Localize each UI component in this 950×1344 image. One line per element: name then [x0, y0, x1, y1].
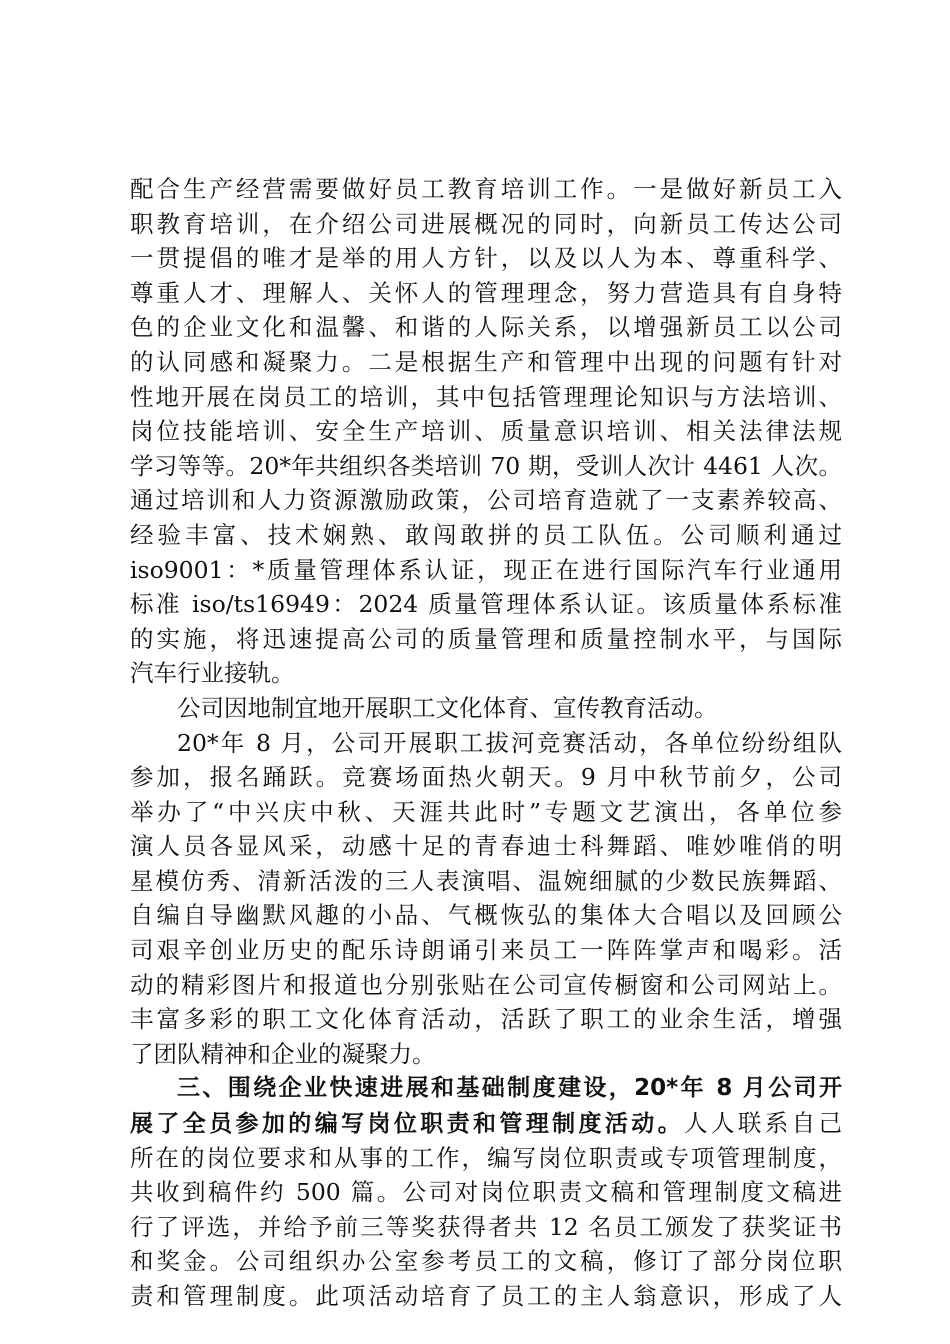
- section-heading-tail: 展了全员参加的编写岗位职责和管理制度活动。: [130, 1111, 685, 1138]
- text-line: 司艰辛创业历史的配乐诗朗诵引来员工一阵阵掌声和喝彩。活: [130, 936, 842, 965]
- document-page: [130, 172, 842, 1314]
- text-line: 尊重人才、理解人、关怀人的管理理念，努力营造具有自身特: [130, 278, 842, 307]
- paragraph-training: [130, 172, 842, 691]
- paragraph-section-three: [130, 1071, 842, 1313]
- text-line: 经验丰富、技术娴熟、敢闯敢拼的员工队伍。公司顺利通过: [130, 520, 842, 549]
- text-line: 汽车行业接轨。: [130, 659, 295, 688]
- text-line: 星模仿秀、清新活泼的三人表演唱、温婉细腻的少数民族舞蹈、: [130, 866, 842, 895]
- text-line: 的认同感和凝聚力。二是根据生产和管理中出现的问题有针对: [130, 347, 842, 376]
- section-heading-line: 三、围绕企业快速进展和基础制度建设，20*年 8 月公司开: [177, 1075, 842, 1102]
- text-line: 举办了“中兴庆中秋、天涯共此时”专题文艺演出，各单位参: [130, 797, 842, 826]
- text-line: iso9001：*质量管理体系认证，现正在进行国际汽车行业通用: [130, 555, 842, 584]
- paragraph-culture-intro: [130, 691, 842, 726]
- text-line: 通过培训和人力资源激励政策，公司培育造就了一支素养较高、: [130, 486, 842, 515]
- text-line: 岗位技能培训、安全生产培训、质量意识培训、相关法律法规: [130, 417, 842, 446]
- text-line: 公司因地制宜地开展职工文化体育、宣传教育活动。: [177, 693, 718, 722]
- text-line: 的实施，将迅速提高公司的质量管理和质量控制水平，与国际: [130, 624, 842, 653]
- text-fragment: 人人联系自己: [684, 1109, 843, 1138]
- text-line: 责和管理制度。此项活动培育了员工的主人翁意识，形成了人: [130, 1282, 842, 1310]
- text-line: 标准 iso/ts16949：2024 质量管理体系认证。该质量体系标准: [130, 590, 842, 619]
- text-line: [130, 1106, 842, 1141]
- text-line: 职教育培训，在介绍公司进展概况的同时，向新员工传达公司: [130, 209, 842, 238]
- text-line: 色的企业文化和温馨、和谐的人际关系，以增强新员工以公司: [130, 313, 842, 342]
- text-line: 行了评选，并给予前三等奖获得者共 12 名员工颁发了获奖证书: [130, 1212, 842, 1241]
- text-line: 学习等等。20*年共组织各类培训 70 期，受训人次计 4461 人次。: [130, 451, 842, 480]
- text-line: 性地开展在岗员工的培训，其中包括管理理论知识与方法培训、: [130, 382, 842, 411]
- text-line: 20*年 8 月，公司开展职工拔河竞赛活动，各单位纷纷组队: [177, 728, 842, 757]
- text-line: 自编自导幽默风趣的小品、气概恢弘的集体大合唱以及回顾公: [130, 901, 842, 930]
- text-line: 丰富多彩的职工文化体育活动，活跃了职工的业余生活，增强: [130, 1005, 842, 1034]
- text-line: 所在的岗位要求和从事的工作，编写岗位职责或专项管理制度，: [130, 1143, 842, 1172]
- text-line: 配合生产经营需要做好员工教育培训工作。一是做好新员工入: [130, 175, 842, 203]
- text-line: 共收到稿件约 500 篇。公司对岗位职责文稿和管理制度文稿进: [130, 1178, 842, 1207]
- text-line: 和奖金。公司组织办公室参考员工的文稿，修订了部分岗位职: [130, 1247, 842, 1276]
- text-line: 参加，报名踊跃。竞赛场面热火朝天。9 月中秋节前夕，公司: [130, 763, 842, 792]
- text-line: 一贯提倡的唯才是举的用人方针，以及以人为本、尊重科学、: [130, 244, 842, 273]
- paragraph-activities: [130, 726, 842, 1072]
- text-line: 了团队精神和企业的凝聚力。: [130, 1039, 436, 1068]
- text-line: 演人员各显风采，动感十足的青春迪士科舞蹈、唯妙唯俏的明: [130, 832, 842, 861]
- text-line: 动的精彩图片和报道也分别张贴在公司宣传橱窗和公司网站上。: [130, 970, 842, 999]
